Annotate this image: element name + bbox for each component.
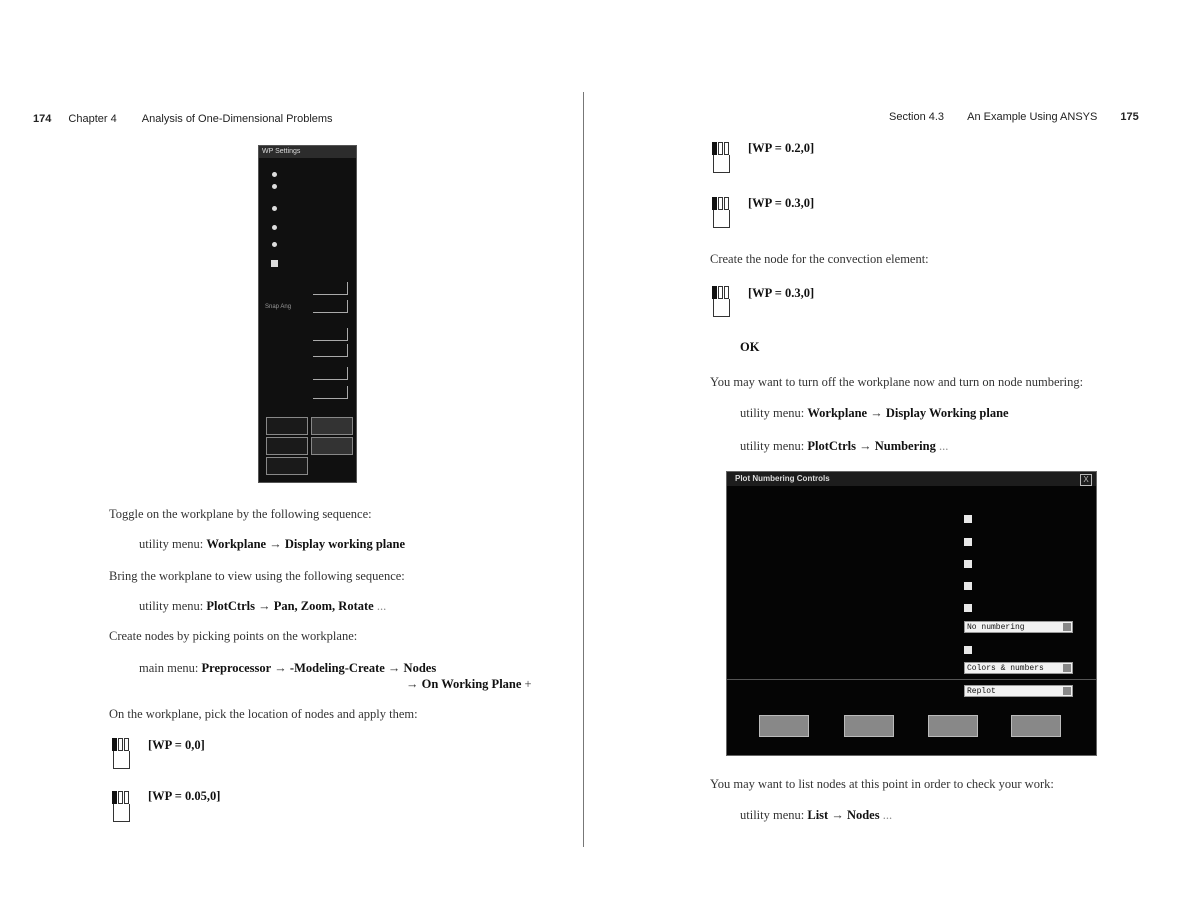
- tolerance-field[interactable]: [313, 386, 348, 399]
- plot-numbering-title: Plot Numbering Controls: [727, 472, 1096, 486]
- menu-plotctrls: PlotCtrls: [807, 439, 856, 453]
- coord-radio-1[interactable]: [272, 206, 277, 211]
- ok-button[interactable]: [759, 715, 809, 737]
- cancel-button[interactable]: [928, 715, 978, 737]
- menu-preprocessor: Preprocessor: [201, 661, 272, 675]
- paragraph-toggle: Toggle on the workplane by the following sequence:: [109, 507, 372, 521]
- numbering-shown-select[interactable]: [964, 662, 1073, 674]
- arrow-glyph: →: [831, 808, 844, 822]
- menu-pan-zoom-rotate: Pan, Zoom, Rotate: [273, 599, 374, 613]
- menu-display-working-plane: Display working plane: [284, 537, 406, 551]
- menu-numbering: Numbering: [874, 439, 936, 453]
- help-button[interactable]: [266, 457, 308, 475]
- wp-settings-dialog: [258, 145, 357, 483]
- command-prefix: utility menu:: [139, 599, 204, 613]
- replot-select[interactable]: [964, 685, 1073, 697]
- command-pan-zoom: [139, 599, 386, 614]
- left-page-number: 174: [33, 113, 52, 125]
- numbering-shown-value: Colors & numbers: [967, 664, 1044, 673]
- ok-button[interactable]: [266, 417, 308, 435]
- maximum-field[interactable]: [313, 367, 348, 380]
- reset-button[interactable]: [266, 437, 308, 455]
- command-display-working-plane-2: [740, 406, 1009, 421]
- keypoint-numbers-checkbox[interactable]: [964, 515, 972, 523]
- chapter-title: Analysis of One-Dimensional Problems: [141, 113, 333, 125]
- mouse-icon: [112, 738, 132, 770]
- command-numbering: [740, 439, 948, 454]
- paragraph-pick: On the workplane, pick the location of nodes and apply them:: [109, 707, 418, 721]
- chapter-label: Chapter 4: [68, 113, 117, 125]
- command-prefix: utility menu:: [740, 406, 805, 420]
- paragraph-turn-off: You may want to turn off the workplane now and turn on node numbering:: [710, 375, 1084, 389]
- snap-incr-field[interactable]: [313, 282, 348, 295]
- menu-workplane: Workplane: [807, 406, 868, 420]
- command-prefix: utility menu:: [139, 537, 204, 551]
- pick-wp-3: [WP = 0.2,0]: [748, 141, 815, 155]
- snap-angle-field[interactable]: [313, 300, 348, 313]
- arrow-glyph: →: [387, 661, 401, 675]
- pick-wp-4: [WP = 0.3,0]: [748, 196, 815, 210]
- arrow-glyph: →: [269, 537, 282, 551]
- ellipsis: ...: [376, 599, 387, 613]
- menu-on-working-plane: On Working Plane: [421, 677, 522, 691]
- section-label: Section 4.3: [889, 111, 945, 123]
- dialog-separator: [727, 679, 1096, 680]
- plot-numbering-dialog: [726, 471, 1097, 756]
- command-nodes: [139, 661, 436, 676]
- minimum-field[interactable]: [313, 344, 348, 357]
- area-numbers-checkbox[interactable]: [964, 560, 972, 568]
- arrow-glyph: →: [274, 661, 287, 675]
- spacing-field[interactable]: [313, 328, 348, 341]
- cancel-button[interactable]: [311, 437, 353, 455]
- mouse-icon: [712, 142, 732, 174]
- command-prefix: utility menu:: [740, 439, 805, 453]
- right-page-number: 175: [1120, 111, 1139, 123]
- arrow-glyph: →: [258, 599, 271, 613]
- command-display-working-plane: [139, 537, 405, 552]
- node-numbers-checkbox[interactable]: [964, 604, 972, 612]
- chevron-down-icon: [1063, 623, 1071, 631]
- right-header: [889, 111, 1139, 123]
- svalue-checkbox[interactable]: [964, 646, 972, 654]
- paragraph-create-nodes: Create nodes by picking points on the workplane:: [109, 629, 358, 643]
- command-list-nodes: [740, 808, 892, 823]
- mouse-icon: [712, 197, 732, 229]
- coord-radio-3[interactable]: [272, 242, 277, 247]
- menu-nodes: Nodes: [846, 808, 880, 822]
- ellipsis: ...: [938, 439, 949, 453]
- section-title: An Example Using ANSYS: [967, 111, 1098, 123]
- apply-button[interactable]: [311, 417, 353, 435]
- coord-radio-2[interactable]: [272, 225, 277, 230]
- menu-plotctrls: PlotCtrls: [206, 599, 255, 613]
- plus-suffix: +: [524, 677, 532, 691]
- menu-modeling-create: -Modeling-Create: [289, 661, 385, 675]
- menu-workplane: Workplane: [206, 537, 267, 551]
- grid-radio-1[interactable]: [272, 172, 277, 177]
- menu-display-working-plane: Display Working plane: [885, 406, 1009, 420]
- command-nodes-cont: [406, 677, 532, 692]
- mouse-icon: [112, 791, 132, 823]
- paragraph-bring: Bring the workplane to view using the following sequence:: [109, 569, 405, 583]
- replot-value: Replot: [967, 687, 996, 696]
- command-prefix: utility menu:: [740, 808, 805, 822]
- chevron-down-icon: [1063, 664, 1071, 672]
- pick-wp-2: [WP = 0.05,0]: [148, 789, 221, 803]
- snap-checkbox[interactable]: [271, 260, 278, 267]
- menu-list: List: [807, 808, 829, 822]
- help-button[interactable]: [1011, 715, 1061, 737]
- arrow-glyph: →: [870, 406, 883, 420]
- line-numbers-checkbox[interactable]: [964, 538, 972, 546]
- elem-numbering-select[interactable]: [964, 621, 1073, 633]
- chevron-down-icon: [1063, 687, 1071, 695]
- ellipsis: ...: [882, 808, 893, 822]
- paragraph-convection: Create the node for the convection element:: [710, 252, 929, 266]
- grid-radio-2[interactable]: [272, 184, 277, 189]
- ok-instruction: OK: [740, 340, 760, 354]
- mouse-icon: [712, 286, 732, 318]
- command-prefix: main menu:: [139, 661, 199, 675]
- paragraph-list: You may want to list nodes at this point in order to check your work:: [710, 777, 1054, 791]
- close-icon[interactable]: X: [1080, 474, 1092, 486]
- menu-nodes: Nodes: [403, 661, 437, 675]
- pick-wp-1: [WP = 0,0]: [148, 738, 205, 752]
- volume-numbers-checkbox[interactable]: [964, 582, 972, 590]
- left-header: [33, 113, 333, 125]
- arrow-glyph: →: [859, 439, 872, 453]
- elem-numbering-value: No numbering: [967, 623, 1025, 632]
- arrow-glyph: →: [406, 677, 419, 691]
- page-gutter: [583, 92, 584, 847]
- snap-angle-label: Snap Ang: [265, 304, 292, 310]
- wp-settings-title: WP Settings: [259, 146, 356, 158]
- pick-wp-5: [WP = 0.3,0]: [748, 286, 815, 300]
- apply-button[interactable]: [844, 715, 894, 737]
